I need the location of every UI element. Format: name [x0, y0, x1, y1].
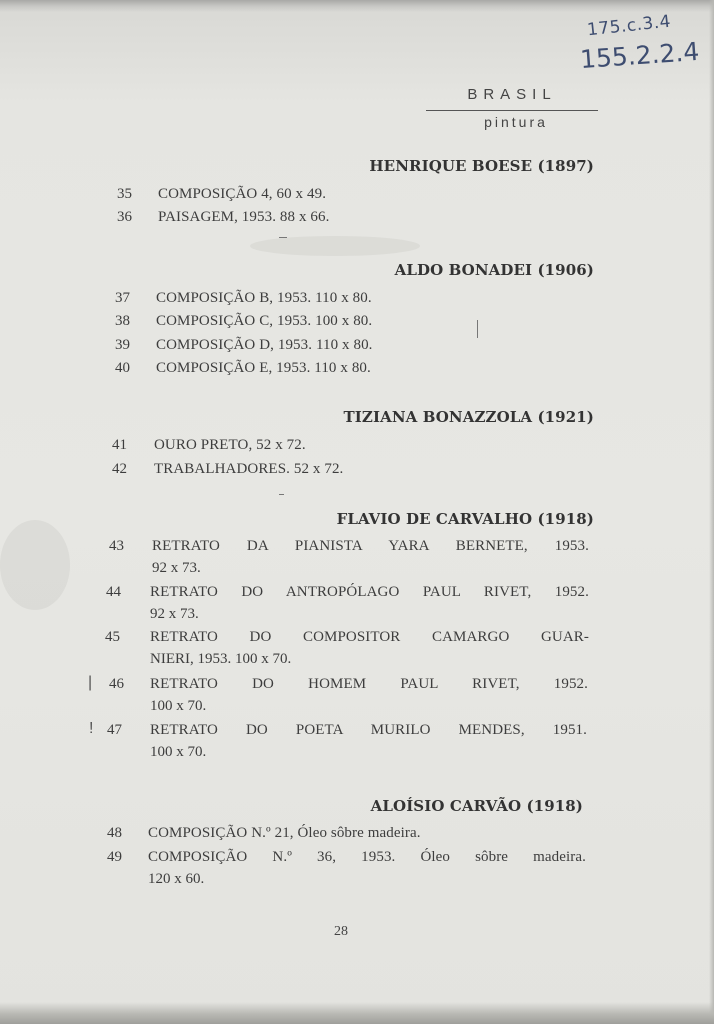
artwork-entry: PAISAGEM, 1953. 88 x 66.: [158, 209, 330, 225]
artwork-entry-continuation: 100 x 70.: [150, 744, 207, 760]
artwork-entry: TRABALHADORES. 52 x 72.: [154, 461, 344, 477]
catalogue-number: 49: [107, 849, 122, 865]
catalogue-number: 42: [112, 461, 127, 477]
artwork-entry: COMPOSIÇÃO E, 1953. 110 x 80.: [156, 360, 371, 376]
artwork-entry: RETRATO DA PIANISTA YARA BERNETE, 1953.: [152, 538, 589, 554]
artwork-entry: COMPOSIÇÃO D, 1953. 110 x 80.: [156, 337, 373, 353]
artwork-entry-continuation: 120 x 60.: [148, 871, 205, 887]
artist-heading: FLAVIO DE CARVALHO (1918): [336, 510, 594, 528]
artwork-entry-continuation: 100 x 70.: [150, 698, 207, 714]
stray-mark: [279, 237, 287, 238]
scan-right-edge: [709, 0, 714, 1024]
artwork-entry: OURO PRETO, 52 x 72.: [154, 437, 306, 453]
handwritten-reference: 155.2.2.4: [579, 36, 701, 75]
catalogue-number: 48: [107, 825, 122, 841]
handwritten-reference: 175.c.3.4: [586, 11, 672, 41]
artwork-entry: RETRATO DO ANTROPÓLAGO PAUL RIVET, 1952.: [150, 584, 589, 600]
artist-heading: ALOÍSIO CARVÃO (1918): [370, 797, 583, 815]
catalogue-number: 44: [106, 584, 121, 600]
header-rule: [426, 110, 598, 111]
artwork-entry: COMPOSIÇÃO N.º 21, Óleo sôbre madeira.: [148, 825, 421, 841]
artwork-entry: COMPOSIÇÃO N.º 36, 1953. Óleo sôbre madeira.: [148, 849, 586, 865]
catalogue-number: 35: [117, 186, 132, 202]
page-number: 28: [334, 924, 348, 939]
artwork-entry: RETRATO DO COMPOSITOR CAMARGO GUAR-: [150, 629, 589, 645]
catalogue-number: 46: [109, 676, 124, 692]
stray-mark: [477, 320, 478, 338]
catalogue-number: 37: [115, 290, 130, 306]
artwork-entry-continuation: 92 x 73.: [150, 606, 199, 622]
paper-stain: [0, 520, 70, 610]
catalogue-number: 39: [115, 337, 130, 353]
margin-mark: |: [88, 674, 93, 691]
scan-bottom-edge: [0, 1002, 714, 1024]
artwork-entry: COMPOSIÇÃO C, 1953. 100 x 80.: [156, 313, 373, 329]
catalogue-number: 38: [115, 313, 130, 329]
artist-heading: ALDO BONADEI (1906): [394, 261, 594, 279]
artist-heading: TIZIANA BONAZZOLA (1921): [343, 408, 594, 426]
artwork-entry: COMPOSIÇÃO 4, 60 x 49.: [158, 186, 327, 202]
stray-mark: [279, 494, 284, 495]
artwork-entry-continuation: NIERI, 1953. 100 x 70.: [150, 651, 292, 667]
artist-heading: HENRIQUE BOESE (1897): [369, 157, 594, 175]
scan-top-edge: [0, 0, 714, 12]
section-heading: pintura: [484, 114, 548, 130]
catalogue-number: 45: [105, 629, 120, 645]
margin-mark: !: [89, 720, 94, 737]
catalogue-number: 40: [115, 360, 130, 376]
catalogue-number: 36: [117, 209, 132, 225]
catalogue-number: 41: [112, 437, 127, 453]
catalogue-number: 43: [109, 538, 124, 554]
catalogue-number: 47: [107, 722, 122, 738]
artwork-entry: RETRATO DO HOMEM PAUL RIVET, 1952.: [150, 676, 588, 692]
paper-stain: [250, 236, 420, 256]
country-heading: BRASIL: [467, 86, 557, 103]
artwork-entry: COMPOSIÇÃO B, 1953. 110 x 80.: [156, 290, 372, 306]
artwork-entry-continuation: 92 x 73.: [152, 560, 201, 576]
artwork-entry: RETRATO DO POETA MURILO MENDES, 1951.: [150, 722, 587, 738]
